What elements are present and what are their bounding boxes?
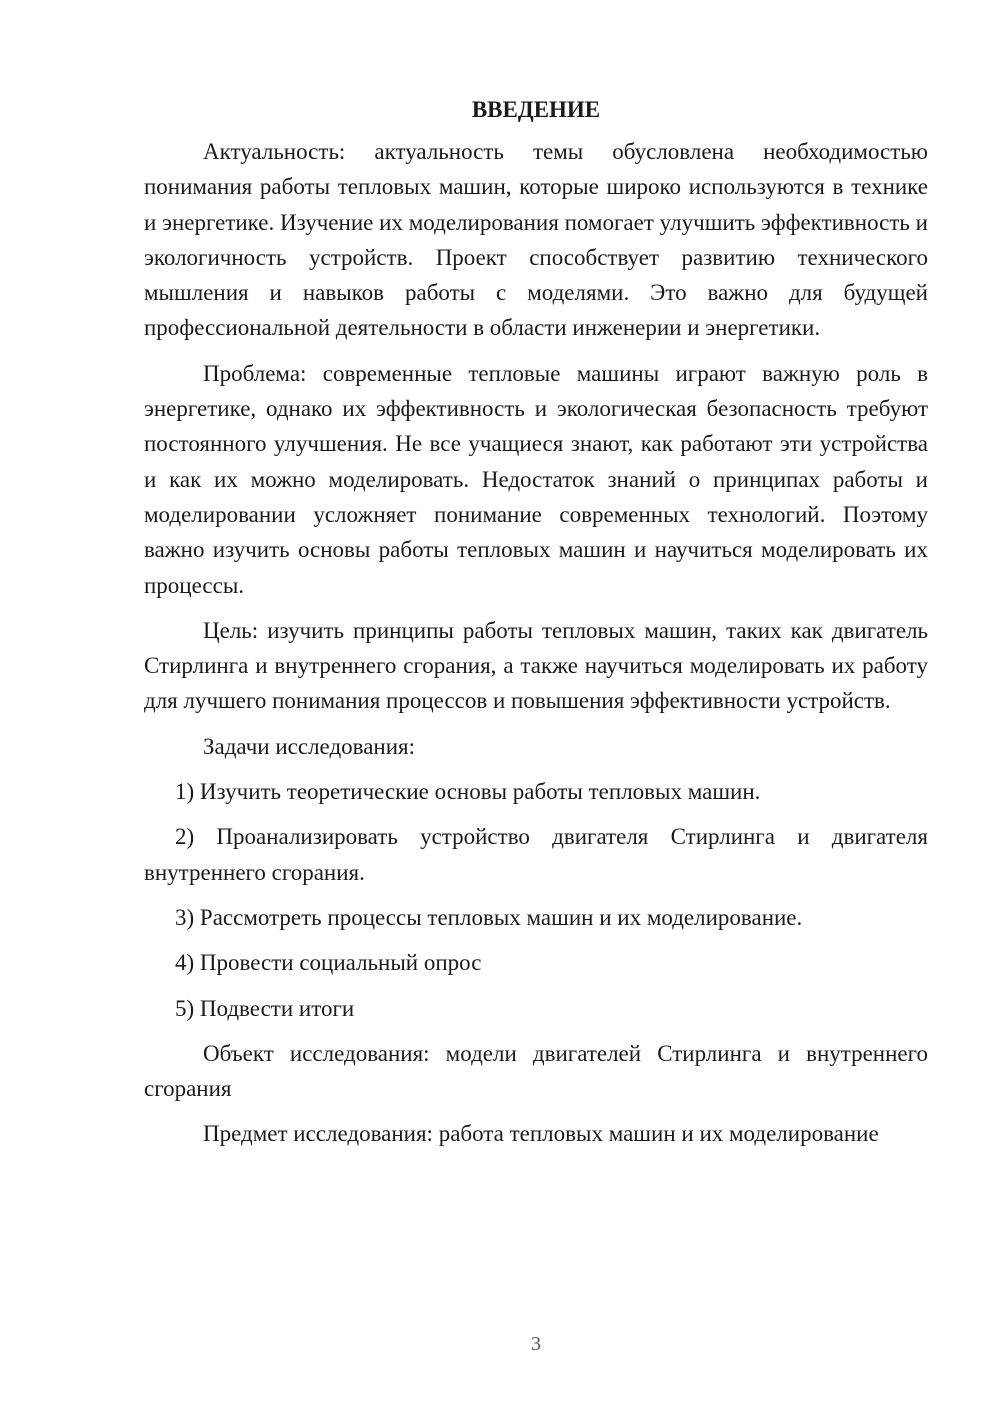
task-item: 3) Рассмотреть процессы тепловых машин и их моделирование. bbox=[175, 904, 803, 930]
page-content bbox=[144, 92, 928, 1162]
goal-paragraph: Цель: изучить принципы работы тепловых машин, таких как двигатель Стирлинга и внутреннего сгорания, а также научиться моделировать их работу для лучшего понимания процессов и повышения эффективности устройств. bbox=[144, 617, 928, 714]
subject-paragraph: Предмет исследования: работа тепловых машин и их моделирование bbox=[203, 1121, 879, 1147]
page-number: 3 bbox=[531, 1333, 541, 1355]
task-item: 5) Подвести итоги bbox=[175, 995, 355, 1021]
relevance-paragraph: Актуальность: актуальность темы обусловлена необходимостью понимания работы тепловых машин, которые широко используются в технике и энергетике. Изучение их моделирования помогает улучшить эффективность и экологичность устройств. Проект способствует развитию технического мышления и навыков работы с моделями. Это важно для будущей профессиональной деятельности в области инженерии и энергетики. bbox=[144, 139, 928, 341]
task-item: 2) Проанализировать устройство двигателя Стирлинга и двигателя внутреннего сгорания. bbox=[144, 824, 928, 885]
task-item: 4) Провести социальный опрос bbox=[175, 950, 482, 976]
tasks-heading: Задачи исследования: bbox=[203, 733, 416, 759]
section-title: ВВЕДЕНИЕ bbox=[471, 97, 601, 122]
object-paragraph: Объект исследования: модели двигателей Стирлинга и внутреннего сгорания bbox=[144, 1040, 928, 1102]
problem-paragraph: Проблема: современные тепловые машины играют важную роль в энергетике, однако их эффективность и экологическая безопасность требуют постоянного улучшения. Не все учащиеся знают, как работают эти устройства и как их можно моделировать. Недостаток знаний о принципах работы и моделировании усложняет понимание современных технологий. Поэтому важно изучить основы работы тепловых машин и научиться моделировать их процессы. bbox=[144, 360, 928, 598]
task-item: 1) Изучить теоретические основы работы тепловых машин. bbox=[175, 779, 761, 805]
